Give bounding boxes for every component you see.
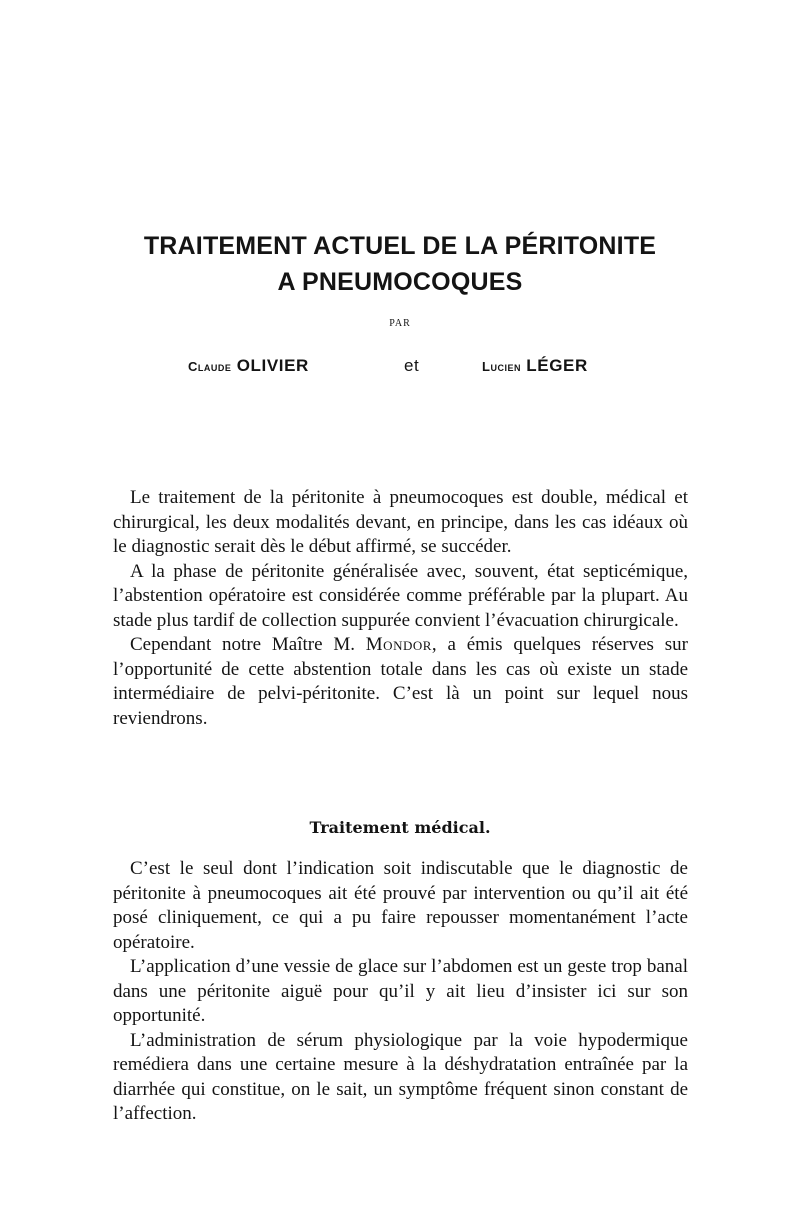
author-2-last-name: LÉGER	[526, 356, 588, 375]
by-line-par: PAR	[389, 318, 411, 329]
authors-line	[0, 356, 800, 382]
article-title-line-1: TRAITEMENT ACTUEL DE LA PÉRITONITE	[143, 232, 657, 260]
intro-paragraph-3-end: , a émis quelques réserves sur l’opportunité de cette abstention totale dans les cas où existe un stade intermédiaire de pelvi-péritonite. C’est là un point sur lequel nous reviendrons.	[113, 634, 688, 729]
intro-paragraph-2: A la phase de péritonite généralisée avec, souvent, état septicémique, l’abstention opératoire est considérée comme préférable par la plupart. Au stade plus tardif de collection suppurée convient l’évacuation chirurgicale.	[113, 560, 688, 631]
section-text	[113, 857, 688, 1127]
author-1	[188, 356, 309, 376]
section-paragraph-1: C’est le seul dont l’indication soit indiscutable que le diagnostic de péritonite à pneumocoques ait été prouvé par intervention ou qu’il ait été posé cliniquement, ce qui a pu faire repousser momentanément l’acte opératoire.	[113, 858, 688, 953]
author-2	[482, 356, 588, 376]
author-1-last-name: OLIVIER	[236, 356, 309, 375]
author-2-first-name: Lucien	[482, 359, 521, 374]
person-name-mondor: Mondor	[365, 634, 432, 655]
section-paragraph-3: L’administration de sérum physiologique par la voie hypodermique remédiera dans une certaine mesure à la déshydratation entraînée par la diarrhée qui constitue, on le sait, un symptôme fréquent sinon constant de l’affection.	[113, 1029, 688, 1124]
author-1-first-name: Claude	[188, 359, 232, 374]
intro-paragraph-1: Le traitement de la péritonite à pneumocoques est double, médical et chirurgical, les deux modalités devant, en principe, dans les cas idéaux où le diagnostic serait dès le début affirmé, se succéder.	[113, 487, 688, 557]
section-paragraph-2: L’application d’une vessie de glace sur l’abdomen est un geste trop banal dans une péritonite aiguë pour qu’il y ait lieu d’insister ici sur son opportunité.	[113, 956, 688, 1026]
section-heading: Traitement médical.	[309, 818, 491, 837]
intro-paragraph-3-start: Cependant notre Maître M.	[130, 634, 366, 655]
intro-paragraph-3	[113, 633, 688, 731]
article-title-line-2: A PNEUMOCOQUES	[277, 268, 523, 296]
intro-text	[113, 486, 688, 731]
author-conjunction: et	[404, 356, 420, 375]
